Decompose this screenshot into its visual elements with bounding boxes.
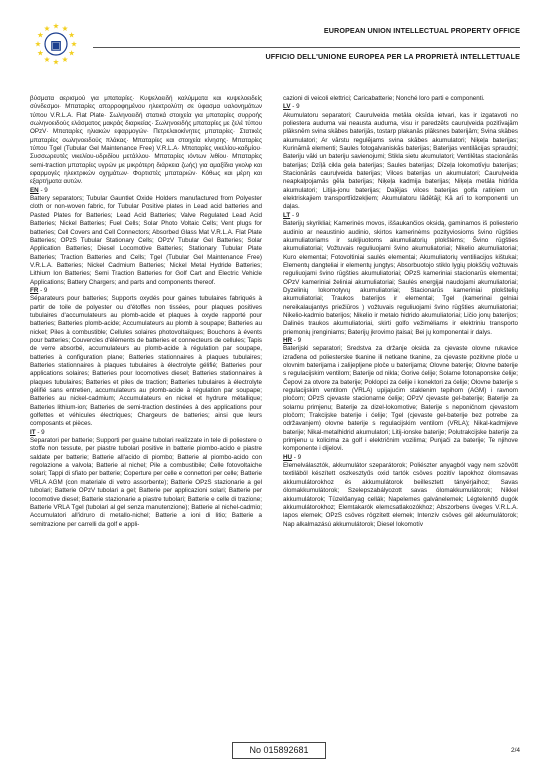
language-code: FR [30, 286, 39, 294]
section-text: Separatori per batterie; Supporti per guaine tubolari realizzate in tele di poliestere o stoffe non tessute, per piastre tubolari positive in batterie piombo-acido e piastre saldate per batterie; Batterie all'acido di piombo; Batterie al piombo-acido con regolazione a valvola; Batterie al nichel; Pile a combustibile; Celle fotovoltaiche solari; Tappi di sfiato per batterie; Coperture per celle e connettori per celle; Batterie VRLA AGM (con materiale di vetro assorbente); Batterie OPzS stazionarie a gel tubolari; Batterie OPzV tubolari a gel; Batterie per applicazioni solari; Batterie per locomotive diesel; Batterie stazionarie a piastre tubolari; Batterie e celle di trazione; Batterie VRLA Tgel (tubolari al gel senza manutenzione); Batterie al nichel-cadmio; Accumulatori all'idruro di metallo-nichel; Batterie a ioni di litio; Batterie a semitrazione per carrelli da golf e appli- [30, 437, 262, 528]
euipo-logo [30, 18, 82, 70]
page-number: 2/4 [510, 747, 520, 754]
section-heading [30, 187, 262, 195]
star-icon: ★ [61, 55, 69, 65]
star-icon: ★ [37, 48, 44, 58]
star-icon: ★ [68, 48, 75, 58]
section-heading [30, 429, 262, 437]
logo-glyph: ▣ [50, 38, 62, 52]
section-text: Baterijų skyrikliai; Kamerinės movos, iššaukančios oksidą, gaminamos iš poliesterio audinio ar neaustinio audinio, skirtos kamerinėms pozityviosioms švino rūgšties akumuliatoriams ir sukljiuotoms akumuliatorių plokštėms; Švino rūgšties akumuliatoriai; Vožtuvais reguliuojami švino akumuliatoriai; Nikelio akumuliatoriai; Kuro elementai; Fotovoltiniai saulės elementai; Akumuliatorių ventiliacijos kištukai; Elementų dangteliai ir elementų jungtys; Absorbuotojo stiklo lygių plokščių vožtuvais reguliuojami švino rūgšties akumuliatoriai; OPzS kameriniai stacionarūs elementai; OPzV kameriniai želiniai akumuliatoriai; Saulės energijai naudojami akumuliatoriai; Dyzelinių lokomotyvų akumuliatoriai; Stacionarūs kameriniai plokštelių akumuliatoriai; Traukos baterijos ir elementai; Tgel (kamerinai gelniai nereikalaujantys priežiūros ) vožtuvais reguliuojami švino rūgšties akumuliatoriai; Nikelio-kadmio baterijos; Nikelio ir metalo hidrido akumuliatoriai; Ličio jonų baterijos; Dalinės traukos akumuliatoriai, skirti golfo vežimėliams ir elektriniu transporto priemonių įrenginiams; Baterijų įkrovimo įtaisai; Bei jų komponentai ir dalys. [283, 220, 518, 336]
class-number: - 9 [38, 286, 48, 294]
section-text: Elemelválasztók, akkumulátor szeparátorok; Poliészter anyagból vagy nem szövött textilából készített oszkesztyűs oxid tartók csöves pozitív lapokhoz ólomsavas akkumulátorokhoz és akkumulátorok beillesztett tányérjaihoz; Savas ólomakkumulátorok; Szelepszabályozott savas ólomakkumulátorok; Nikkel akkumulátorok; Tüzelőanyag cellák; Napelemes galvánelemek; Légtelenítő dugók akkumulátorokhoz; Elemtakarók elemcsatlakozókhoz; Abszorbens üveges V.R.L.A. lapos elemek; OPzS csöves rögzített elemek; Intenzív csöves gél akkumulátorok; Nap alkalmazású akkumulátorok; Diesel lokomotív [283, 462, 518, 528]
star-icon: ★ [68, 30, 75, 40]
star-icon: ★ [52, 57, 60, 67]
section-text: Akumulatoru separatori; Caurulveida metāla oksīda ietvari, kas ir izgatavoti no poliestera auduma vai neausta auduma, visu ir paredzēts cauruļveida pozitīvajām plāksnēm svina skābes baterijās, tostarp plakanās plāksnes baterijām; Svina skābes akumulatori; Ar vārstu regulējams svina skābes akumulatori; Niķeļa baterijas; Kurināmā elementi; Saules fotogalvaniskās baterijas; Baterijas ventilācijas spraudņi; Bateriju vāki un bateriju savienojumi; Stikla sietu akumulatori; Ventilētas stacionārās baterijas; Dzīļā cikla gela baterijas; Saules baterijas; Dīzeļa lokomotīvju baterijas; Stacionārās cauruļveida baterijas; Vilces baterijas un akumulatori; Cauruļveida neapkalpojamās gēla baterijas; Niķeļa kadmija baterijas; Niķeļa metāla hidrīda akumulatori; Litija-jonu baterijas; Daļējas vilces baterijas golfa ratiņiem un elektriskajiem transportlīdzekļiem; Akumulatoru lādētāji; Kā arī to komponenti un daļas. [283, 111, 518, 211]
language-code: IT [30, 428, 36, 436]
language-code: HR [283, 336, 293, 344]
office-name-italian: UFFICIO DELL'UNIONE EUROPEA PER LA PROPRIETÀ INTELLETTUALE [265, 52, 520, 61]
document-number: No 015892681 [232, 742, 326, 759]
star-icon: ★ [43, 24, 51, 34]
section-hr [283, 337, 518, 454]
section-hu [283, 454, 518, 529]
section-text: Baterijski separatori; Sredstva za držanje oksida za cjevaste olovne rukavice izrađena od poliesterske tkanine ili netkane tkanine, za cjevaste pozitivne ploče u olovnim baterijama i zalijepljene ploče u baterijama; Olovne baterije; Olovne baterije s regulacijskim ventilom; Baterije od nikla; Gorive ćelije; Solarne fotonaponske ćelije; Čepovi za otvore za baterije; Poklopci za ćelije i konektori za ćelije; Olovne baterije s regulacijskim ventilom (VRLA) upijajućim staklenim tepihom (AGM) i ravnom pločom; OPzS cjevaste stacionarne ćelije; OPzV cjevaste gel-baterije; Baterije za solarnu primjenu; Baterije za dizel-lokomotive; Baterije s neponičnom cjevastom pločom; Trakcijske baterije i ćelije; Tgel (cjevaste gel-baterije bez potrebe za održavanjem) olovne baterije s regulacijskim ventilom (VRLA); Nikal-kadmijeve baterije; Nikal-metalhidrid akumulatori; Litij-ionske baterije; Polutrakcijske baterije za primjenu u kolicima za golf i električnim vozilima; Punjači za baterije; Te njihove komponente i dijelovi. [283, 345, 518, 453]
class-number: - 9 [290, 211, 300, 219]
section-heading [283, 212, 518, 220]
section-text: Battery separators; Tubular Gauntlet Oxide Holders manufactured from Polyester cloth or non-woven fabric, for Tubular Positive plates in Lead acid batteries and Pasted Plates for Batteries; Lead Acid Batteries; Valve Regulated Lead Acid Batteries; Nickel Batteries; Fuel Cells; Solar Photo Voltaic Cells; Vent plugs for batteries; Cell Covers and Cell Connectors; Absorbed Glass Mat V.R.L.A. Flat Plate Batteries; OPzS Tubular Stationary Cells; OPzV Tubular Gel Batteries; Solar Application Batteries; Diesel Locomotive Batteries; Stationary Tubular Plate Batteries; Traction Batteries and Cells; Tgel (Tubular Gel Maintenance Free) V.R.L.A. Batteries; Nickel Cadmium Batteries; Nickel Metal Hydride Batteries; Lithium Ion Batteries; Semi Traction Batteries for Golf Cart and Electric Vehicle Applications; Battery Chargers; and parts and components thereof. [30, 195, 262, 286]
right-column [283, 95, 518, 740]
class-number: - 9 [292, 453, 302, 461]
star-icon: ★ [61, 24, 69, 34]
class-number: - 9 [38, 186, 48, 194]
section-fr [30, 287, 262, 429]
section-lt [283, 212, 518, 337]
class-number: - 9 [290, 103, 300, 111]
section-heading [283, 454, 518, 462]
section-heading [30, 287, 262, 295]
language-code: EN [30, 186, 39, 194]
star-icon: ★ [34, 39, 42, 49]
star-icon: ★ [70, 39, 78, 49]
language-code: HU [283, 453, 293, 461]
left-intro-text: βύσματα αερισμού για μπαταρίες· Κυψελοειδή καλύμματα και κυψελοειδείς σύνδεσμοι· Μπαταρίες απορροφημένου ηλεκτρολύτη σε ύφασμα υαλονημάτων τύπου V.R.L.A. Flat Plate· Σωληνοειδή στατικά στοιχεία για μπαταρίες συρροής σωληνοειδούς ελάσματος μακράς διαρκείας· Σωληνοειδής μπαταρίες με ζελέ τύπου OPzV· Μπαταρίες ηλιακών εφαρμογών· Πετρελαιοκίνητες μπαταρίες· Στατικές μπαταρίες σωληνοειδούς πλάκας· Μπαταρίες και στοιχεία κίνησης· Μπαταρίες τύπου Tgel (Tubular Gel Maintenance Free) V.R.L.A· Μπαταρίες νικελίου-καδμίου· Συσσωρευτές νικελίου-υδριδίου μετάλλου· Μπαταρίες ιόντων λιθίου· Μπαταρίες semi-traction μπαταρίες υγρών με μικρότερη διάρκεια ζωής) για αμαξίδια γκολφ και εφαρμογές ηλεκτρικών οχημάτων· Φορτιστές μπαταριών· Κόθως και μέρη και εξαρτήματα αυτών. [30, 95, 262, 186]
star-icon: ★ [52, 21, 60, 31]
section-text: Séparateurs pour batteries; Supports oxydés pour gaines tubulaires fabriqués à partir de toile de polyester ou d'étoffes non tissées, pour plaques positives tubulaires d'accumulateurs au plomb-acide et plaques à oxyde rapporté pour batteries; Batteries plomb-acide; Accumulateurs au plomb à soupape; Batteries au nickel; Piles à combustible; Cellules solaires photovoltaïques; Bouchons à évents pour batteries; Couvercles d'éléments de batteries et connecteurs de cellules; Tapis de verre absorbé, accumulateurs au plomb-acide à régulation par soupape, batteries à configuration plane; Batteries stationnaires à plaques tubulaires; Batteries stationnaires à plaques tubulaires à électrolyte gélifié; Batteries pour applications solaires; Batteries pour locomotives diesel; Batteries stationnaires à plaques tubulaires; Batteries et piles de traction; Batteries tubulaires à électrolyte gélifié sans entretien, accumulateurs au plomb-acide à régulation par soupape; Batteries au nickel-cadmium; Accumulateurs en nickel et hydrure métallique; Batteries lithium-ion; Batteries de semi-traction destinées à des applications pour golfettes et véhicules électriques; Chargeurs de batteries; ainsi que leurs composants et pièces. [30, 295, 262, 428]
star-icon: ★ [43, 55, 51, 65]
section-heading [283, 103, 518, 111]
language-code: LV [283, 103, 291, 111]
language-code: LT [283, 211, 291, 219]
section-en [30, 187, 262, 287]
section-lv [283, 103, 518, 211]
left-column [30, 95, 262, 740]
office-name-english: EUROPEAN UNION INTELLECTUAL PROPERTY OFFICE [323, 26, 520, 35]
class-number: - 9 [35, 428, 45, 436]
class-number: - 9 [292, 336, 302, 344]
right-intro-text: cazioni di veicoli elettrici; Caricabatterie; Nonché loro parti e componenti. [283, 95, 485, 102]
header-divider [93, 47, 520, 48]
section-heading [283, 337, 518, 345]
star-icon: ★ [37, 30, 44, 40]
section-it [30, 429, 262, 529]
